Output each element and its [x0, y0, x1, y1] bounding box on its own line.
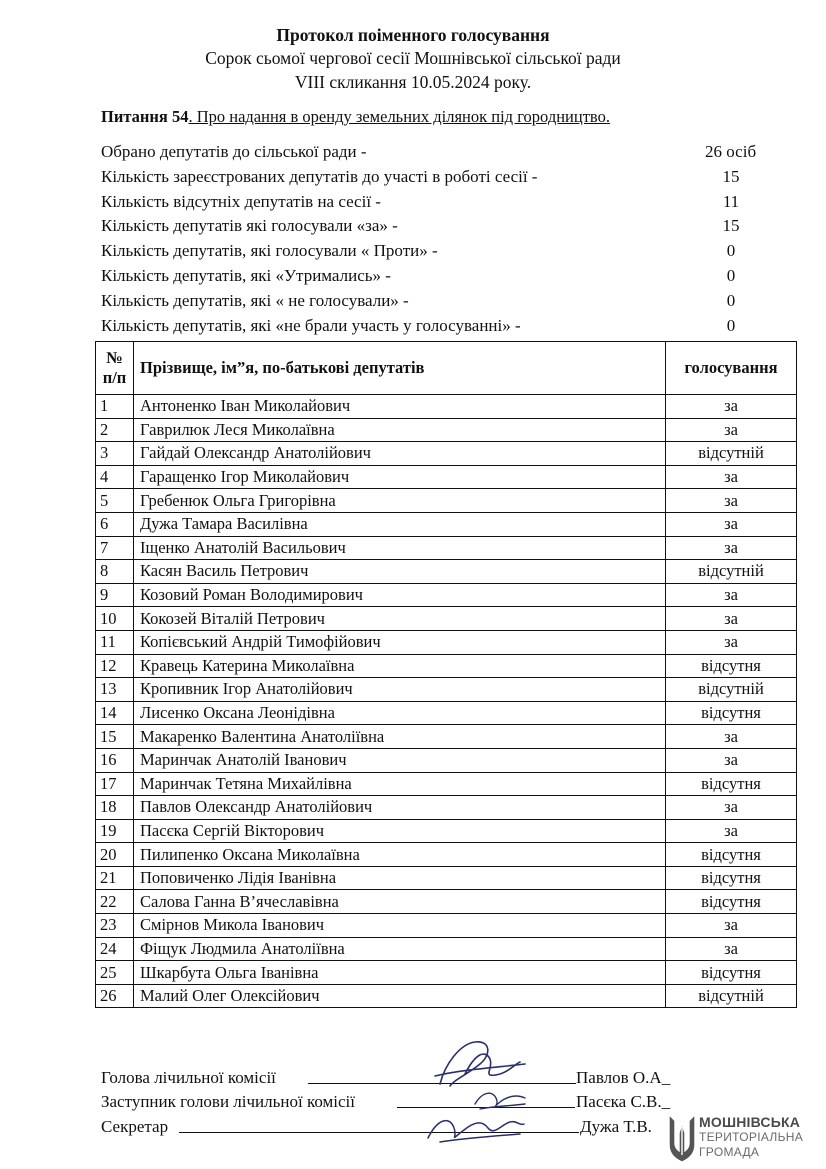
table-row	[96, 418, 797, 442]
vote-result: за	[666, 489, 797, 513]
vote-result: відсутня	[666, 890, 797, 914]
row-number: 9	[96, 583, 134, 607]
row-number: 26	[96, 984, 134, 1008]
table-row	[96, 442, 797, 466]
table-row	[96, 725, 797, 749]
column-header-name: Прізвище, ім”я, по-батькові депутатів	[134, 342, 666, 395]
table-row	[96, 560, 797, 584]
row-number: 16	[96, 748, 134, 772]
row-number: 3	[96, 442, 134, 466]
vote-result: за	[666, 607, 797, 631]
vote-result: за	[666, 725, 797, 749]
row-number: 10	[96, 607, 134, 631]
table-row	[96, 395, 797, 419]
summary-value: 15	[722, 166, 740, 186]
vote-result: за	[666, 465, 797, 489]
table-row	[96, 984, 797, 1008]
logo-line1: МОШНІВСЬКА	[699, 1114, 801, 1130]
secretary-role: Секретар	[101, 1117, 169, 1136]
table-row	[96, 961, 797, 985]
table-row	[96, 678, 797, 702]
convocation-date-line: VIII скликання 10.05.2024 року.	[294, 72, 532, 92]
deputy-name: Малий Олег Олексійович	[134, 984, 666, 1008]
summary-label: Кількість депутатів, які « не голосували» -	[101, 290, 409, 310]
summary-line	[101, 288, 801, 313]
vote-result: відсутній	[666, 560, 797, 584]
secretary-name: Дужа Т.В.	[580, 1117, 652, 1136]
deputy-name: Павлов Олександр Анатолійович	[134, 796, 666, 820]
row-number: 7	[96, 536, 134, 560]
table-row	[96, 701, 797, 725]
vote-result: відсутня	[666, 843, 797, 867]
chair-signature-line	[101, 1067, 701, 1089]
table-row	[96, 654, 797, 678]
summary-value: 0	[726, 266, 736, 285]
deputy-name: Гаращенко Ігор Миколайович	[134, 465, 666, 489]
vote-result: за	[666, 796, 797, 820]
vote-result: за	[666, 937, 797, 961]
row-number: 15	[96, 725, 134, 749]
summary-label: Кількість депутатів, які голосували « Проти» -	[101, 241, 438, 261]
deputy-name: Поповиченко Лідія Іванівна	[134, 866, 666, 890]
secretary-signature-line	[101, 1116, 701, 1138]
deputy-name: Маринчак Тетяна Михайлівна	[134, 772, 666, 796]
table-row	[96, 819, 797, 843]
deputy-name: Пасєка Сергій Вікторович	[134, 819, 666, 843]
column-header-number-line2: п/п	[102, 368, 127, 387]
chair-role: Голова лічильної комісії	[101, 1068, 276, 1087]
vote-result: відсутній	[666, 678, 797, 702]
summary-line	[101, 164, 801, 189]
vote-result: відсутня	[666, 701, 797, 725]
summary-value: 0	[726, 241, 736, 261]
deputy-role: Заступник голови лічильної комісії	[101, 1092, 356, 1111]
row-number: 20	[96, 843, 134, 867]
row-number: 2	[96, 418, 134, 442]
row-number: 4	[96, 465, 134, 489]
table-row	[96, 536, 797, 560]
row-number: 8	[96, 560, 134, 584]
deputy-name: Кропивник Ігор Анатолійович	[134, 678, 666, 702]
vote-result: за	[666, 583, 797, 607]
deputy-name: Касян Василь Петрович	[134, 560, 666, 584]
summary-line	[101, 238, 801, 263]
deputy-name: Фіщук Людмила Анатоліївна	[134, 937, 666, 961]
row-number: 1	[96, 395, 134, 419]
summary-label: Кількість депутатів які голосували «за» -	[101, 216, 398, 236]
table-row	[96, 512, 797, 536]
table-row	[96, 866, 797, 890]
row-number: 21	[96, 866, 134, 890]
column-header-number-line1: №	[106, 348, 123, 367]
row-number: 17	[96, 772, 134, 796]
deputy-name: Маринчак Анатолій Іванович	[134, 748, 666, 772]
vote-result: за	[666, 819, 797, 843]
deputy-name: Пасєка С.В._	[576, 1092, 671, 1111]
row-number: 13	[96, 678, 134, 702]
summary-line	[101, 139, 801, 164]
vote-result: за	[666, 748, 797, 772]
summary-value: 0	[726, 290, 736, 310]
deputy-name: Козовий Роман Володимирович	[134, 583, 666, 607]
summary-value: 26 осіб	[705, 142, 757, 161]
deputy-name: Кокозей Віталій Петрович	[134, 607, 666, 631]
table-row	[96, 890, 797, 914]
table-row	[96, 937, 797, 961]
table-row	[96, 630, 797, 654]
table-row	[96, 465, 797, 489]
vote-result: за	[666, 536, 797, 560]
deputy-signature-line	[101, 1091, 701, 1113]
deputy-name: Макаренко Валентина Анатоліївна	[134, 725, 666, 749]
vote-result: за	[666, 395, 797, 419]
deputy-name: Шкарбута Ольга Іванівна	[134, 961, 666, 985]
deputy-name: Смірнов Микола Іванович	[134, 914, 666, 938]
document-title: Протокол поіменного голосування	[276, 25, 550, 45]
vote-result: відсутня	[666, 866, 797, 890]
row-number: 6	[96, 512, 134, 536]
agenda-question	[101, 107, 610, 127]
summary-value: 0	[726, 315, 736, 335]
row-number: 19	[96, 819, 134, 843]
vote-result: відсутня	[666, 772, 797, 796]
table-row	[96, 607, 797, 631]
summary-value: 15	[722, 216, 740, 236]
vote-result: відсутній	[666, 984, 797, 1008]
vote-result: за	[666, 630, 797, 654]
vote-result: відсутній	[666, 442, 797, 466]
summary-line	[101, 263, 801, 288]
summary-line	[101, 313, 801, 338]
row-number: 25	[96, 961, 134, 985]
summary-label: Кількість відсутніх депутатів на сесії -	[101, 191, 381, 211]
summary-line	[101, 213, 801, 238]
logo-line3: ГРОМАДА	[699, 1145, 760, 1159]
deputy-name: Гаврилюк Леся Миколаївна	[134, 418, 666, 442]
summary-label: Кількість зареєстрованих депутатів до участі в роботі сесії -	[101, 166, 538, 186]
trident-emblem-icon	[668, 1115, 696, 1163]
chair-name: Павлов О.А_	[576, 1068, 671, 1087]
table-header-row	[96, 342, 797, 395]
deputy-name: Гайдай Олександр Анатолійович	[134, 442, 666, 466]
vote-result: відсутня	[666, 961, 797, 985]
column-header-vote: голосування	[666, 342, 797, 395]
table-row	[96, 583, 797, 607]
row-number: 11	[96, 630, 134, 654]
column-header-number	[96, 342, 134, 395]
deputy-name: Гребенюк Ольга Григорівна	[134, 489, 666, 513]
summary-line	[101, 189, 801, 214]
deputy-name: Салова Ганна В’ячеславівна	[134, 890, 666, 914]
question-text: . Про надання в оренду земельних ділянок під городництво.	[188, 107, 610, 126]
row-number: 23	[96, 914, 134, 938]
row-number: 24	[96, 937, 134, 961]
row-number: 18	[96, 796, 134, 820]
vote-result: за	[666, 512, 797, 536]
deputy-name: Іщенко Анатолій Васильович	[134, 536, 666, 560]
logo-line2: ТЕРИТОРІАЛЬНА	[699, 1130, 804, 1144]
summary-label: Кількість депутатів, які «Утримались» -	[101, 266, 391, 285]
table-row	[96, 748, 797, 772]
table-row	[96, 796, 797, 820]
roll-call-table	[95, 341, 797, 1008]
deputy-name: Кравець Катерина Миколаївна	[134, 654, 666, 678]
summary-label: Кількість депутатів, які «не брали участь у голосуванні» -	[101, 315, 521, 335]
table-row	[96, 843, 797, 867]
secretary-handwritten-signature	[420, 1108, 530, 1148]
session-line: Сорок сьомої чергової сесії Мошнівської сільської ради	[205, 48, 621, 68]
community-logo	[668, 1113, 818, 1165]
vote-result: за	[666, 914, 797, 938]
table-row	[96, 489, 797, 513]
vote-result: відсутня	[666, 654, 797, 678]
table-row	[96, 914, 797, 938]
table-row	[96, 772, 797, 796]
deputy-name: Дужа Тамара Василівна	[134, 512, 666, 536]
deputy-name: Антоненко Іван Миколайович	[134, 395, 666, 419]
deputy-name: Копієвський Андрій Тимофійович	[134, 630, 666, 654]
deputy-name: Пилипенко Оксана Миколаївна	[134, 843, 666, 867]
question-number: Питання 54	[101, 107, 189, 126]
vote-result: за	[666, 418, 797, 442]
row-number: 12	[96, 654, 134, 678]
logo-text	[699, 1115, 803, 1160]
summary-label: Обрано депутатів до сільської ради -	[101, 142, 367, 161]
deputy-name: Лисенко Оксана Леонідівна	[134, 701, 666, 725]
row-number: 5	[96, 489, 134, 513]
row-number: 14	[96, 701, 134, 725]
summary-value: 11	[722, 191, 740, 211]
row-number: 22	[96, 890, 134, 914]
